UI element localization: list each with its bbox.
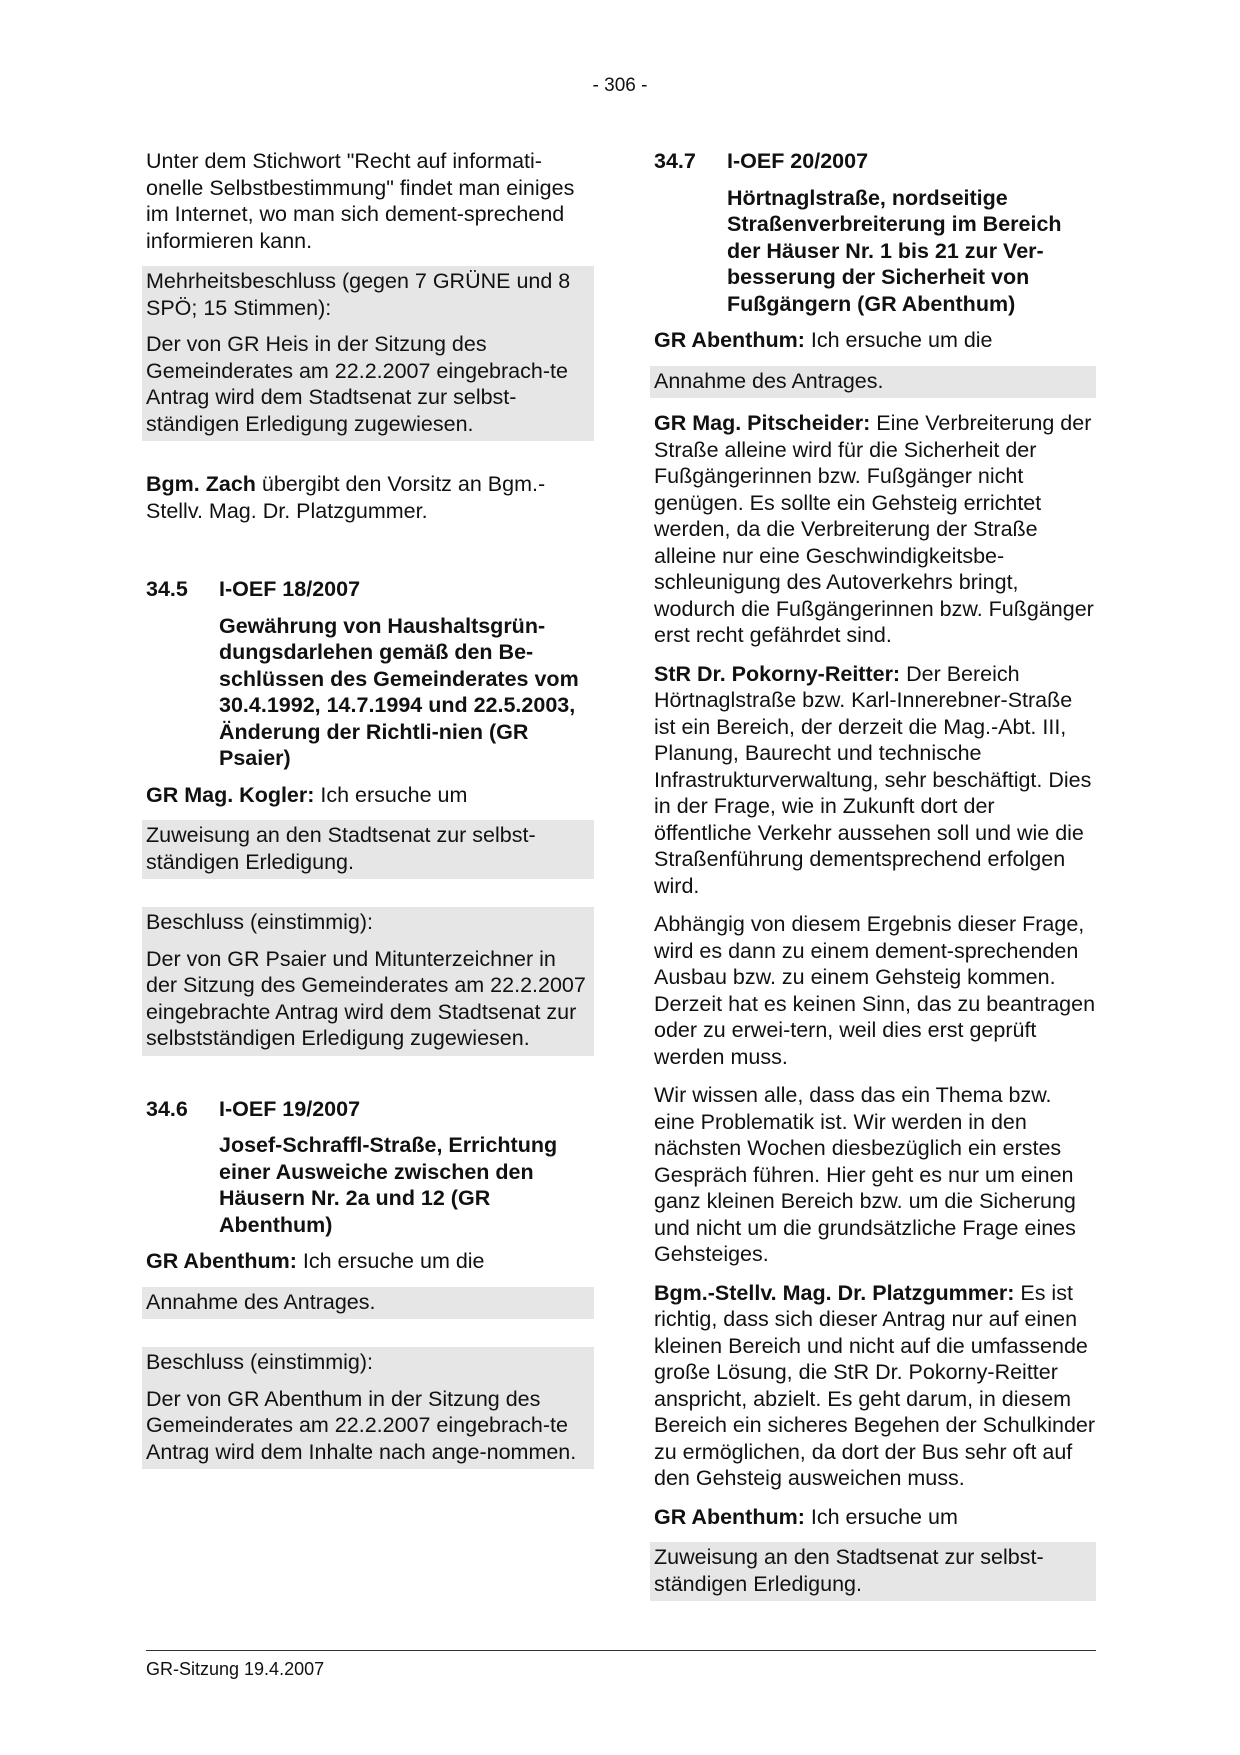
- request-text: Zuweisung an den Stadtsenat zur selbst-ständigen Erledigung.: [654, 1545, 1044, 1596]
- speaker-paragraph: [654, 661, 1096, 900]
- resolution-box: [142, 1347, 594, 1469]
- request-box: [142, 1287, 594, 1320]
- section-number: 34.7: [654, 149, 696, 173]
- section-title: Gewährung von Haushaltsgrün-dungsdarlehen gemäß den Be-schlüssen des Gemeinderates vom 30.4.1992, 14.7.1994 und 22.5.2003, Änderung der Richtli-nien (GR Psaier): [219, 613, 579, 770]
- speaker-name: GR Abenthum:: [654, 328, 805, 352]
- speaker-name: GR Mag. Pitscheider:: [654, 411, 871, 435]
- intro-paragraph: Unter dem Stichwort "Recht auf informati-onelle Selbstbestimmung" findet man einiges im Internet, wo man sich dement-sprechend informieren kann.: [146, 149, 575, 253]
- resolution-heading: Beschluss (einstimmig):: [146, 1350, 373, 1374]
- speech-text: Ich ersuche um die: [296, 1249, 485, 1273]
- section-title: Josef-Schraffl-Straße, Errichtung einer Ausweiche zwischen den Häusern Nr. 2a und 12 (GR Abenthum): [219, 1133, 558, 1237]
- section-heading-34-5: [146, 576, 594, 603]
- left-column: [146, 148, 594, 1469]
- speaker-paragraph: [654, 1280, 1096, 1492]
- section-heading-34-7: [654, 148, 1096, 175]
- resolution-heading: Beschluss (einstimmig):: [146, 910, 373, 934]
- resolution-box: [142, 907, 594, 1056]
- speech-text: Der Bereich Hörtnaglstraße bzw. Karl-Innerebner-Straße ist ein Bereich, der derzeit die Mag.-Abt. III, Planung, Baurecht und technische Infrastrukturverwaltung, sehr beschäftigt. Dies in der Frage, wie in Zukunft dort der öffentliche Verkehr aussehen soll und wie die Straßenführung dementsprechend erfolgen wird.: [654, 661, 1092, 898]
- section-number: 34.6: [146, 1096, 188, 1121]
- section-reference: I-OEF 18/2007: [219, 577, 361, 601]
- request-text: Zuweisung an den Stadtsenat zur selbst-ständigen Erledigung.: [146, 823, 536, 874]
- request-text: Annahme des Antrages.: [654, 368, 884, 393]
- speech-text: Es ist richtig, dass sich dieser Antrag nur auf einen kleinen Bereich und nicht auf die umfassende große Lösung, die StR Dr. Pokorny-Reitter anspricht, abzielt. Es geht darum, in diesem Bereich ein sicheres Begehen der Schulkinder zu ermöglichen, da dort der Bus sehr oft auf den Gehsteig ausweichen muss.: [654, 1280, 1096, 1490]
- chair-handover: [146, 471, 594, 524]
- request-box: [650, 366, 1096, 399]
- speech-text: Ich ersuche um: [314, 782, 468, 807]
- section-reference: I-OEF 19/2007: [219, 1096, 361, 1121]
- section-heading-34-6: [146, 1096, 594, 1123]
- page-number: - 306 -: [592, 75, 648, 96]
- resolution-text: Der von GR Heis in der Sitzung des Gemeinderates am 22.2.2007 eingebrach-te Antrag wird dem Stadtsenat zur selbst-ständigen Erledigung zugewiesen.: [146, 332, 568, 436]
- speech-text: Ich ersuche um: [804, 1504, 958, 1529]
- speaker-name: GR Mag. Kogler:: [146, 782, 315, 807]
- section-number: 34.5: [146, 577, 188, 601]
- section-title: Hörtnaglstraße, nordseitige Straßenverbreiterung im Bereich der Häuser Nr. 1 bis 21 zur Ver-besserung der Sicherheit von Fußgängern (GR Abenthum): [727, 185, 1062, 316]
- speaker-name: StR Dr. Pokorny-Reitter:: [654, 661, 901, 686]
- speaker-paragraph: [146, 782, 594, 809]
- speaker-name: GR Abenthum:: [654, 1504, 805, 1529]
- resolution-box: [142, 266, 594, 441]
- footer-divider: [146, 1650, 1096, 1651]
- speech-paragraph: Abhängig von diesem Ergebnis dieser Frage, wird es dann zu einem dement-sprechenden Ausbau bzw. zu einem Gehsteig kommen. Derzeit hat es keinen Sinn, das zu beantragen oder zu erwei-tern, weil dies erst geprüft werden muss.: [654, 912, 1096, 1069]
- chair-handover-text: übergibt den Vorsitz an Bgm.-Stellv. Mag. Dr. Platzgummer.: [146, 472, 546, 523]
- speaker-paragraph: [146, 1248, 594, 1275]
- right-column: [654, 148, 1096, 1601]
- speaker-paragraph: [654, 1504, 1096, 1531]
- request-text: Annahme des Antrages.: [146, 1289, 376, 1314]
- speaker-paragraph: [654, 327, 1096, 354]
- request-box: [650, 1542, 1096, 1601]
- speaker-name: Bgm. Zach: [146, 472, 256, 496]
- speaker-name: Bgm.-Stellv. Mag. Dr. Platzgummer:: [654, 1280, 1015, 1305]
- speech-paragraph: Wir wissen alle, dass das ein Thema bzw. eine Problematik ist. Wir werden in den nächsten Wochen diesbezüglich ein erstes Gespräch führen. Hier geht es nur um einen ganz kleinen Bereich bzw. um die Sicherung und nicht um die grundsätzliche Frage eines Gehsteiges.: [654, 1083, 1076, 1266]
- speech-text: Ich ersuche um die: [804, 328, 993, 352]
- resolution-text: Der von GR Abenthum in der Sitzung des Gemeinderates am 22.2.2007 eingebrach-te Antrag wird dem Inhalte nach ange-nommen.: [146, 1386, 577, 1464]
- footer-text: GR-Sitzung 19.4.2007: [146, 1659, 325, 1679]
- resolution-heading: Mehrheitsbeschluss (gegen 7 GRÜNE und 8 SPÖ; 15 Stimmen):: [146, 269, 571, 320]
- speech-text: Eine Verbreiterung der Straße alleine wird für die Sicherheit der Fußgängerinnen bzw. Fußgänger nicht genügen. Es sollte ein Gehsteig errichtet werden, da die Verbreiterung der Straße alleine nur eine Geschwindigkeitsbe-schleunigung des Autoverkehrs bringt, wodurch die Fußgängerinnen bzw. Fußgänger erst recht gefährdet sind.: [654, 411, 1094, 647]
- speaker-name: GR Abenthum:: [146, 1249, 297, 1273]
- request-box: [142, 820, 594, 879]
- resolution-text: Der von GR Psaier und Mitunterzeichner in der Sitzung des Gemeinderates am 22.2.2007 eingebrachte Antrag wird dem Stadtsenat zur selbstständigen Erledigung zugewiesen.: [146, 946, 586, 1050]
- speaker-paragraph: [654, 410, 1096, 649]
- section-reference: I-OEF 20/2007: [727, 149, 869, 173]
